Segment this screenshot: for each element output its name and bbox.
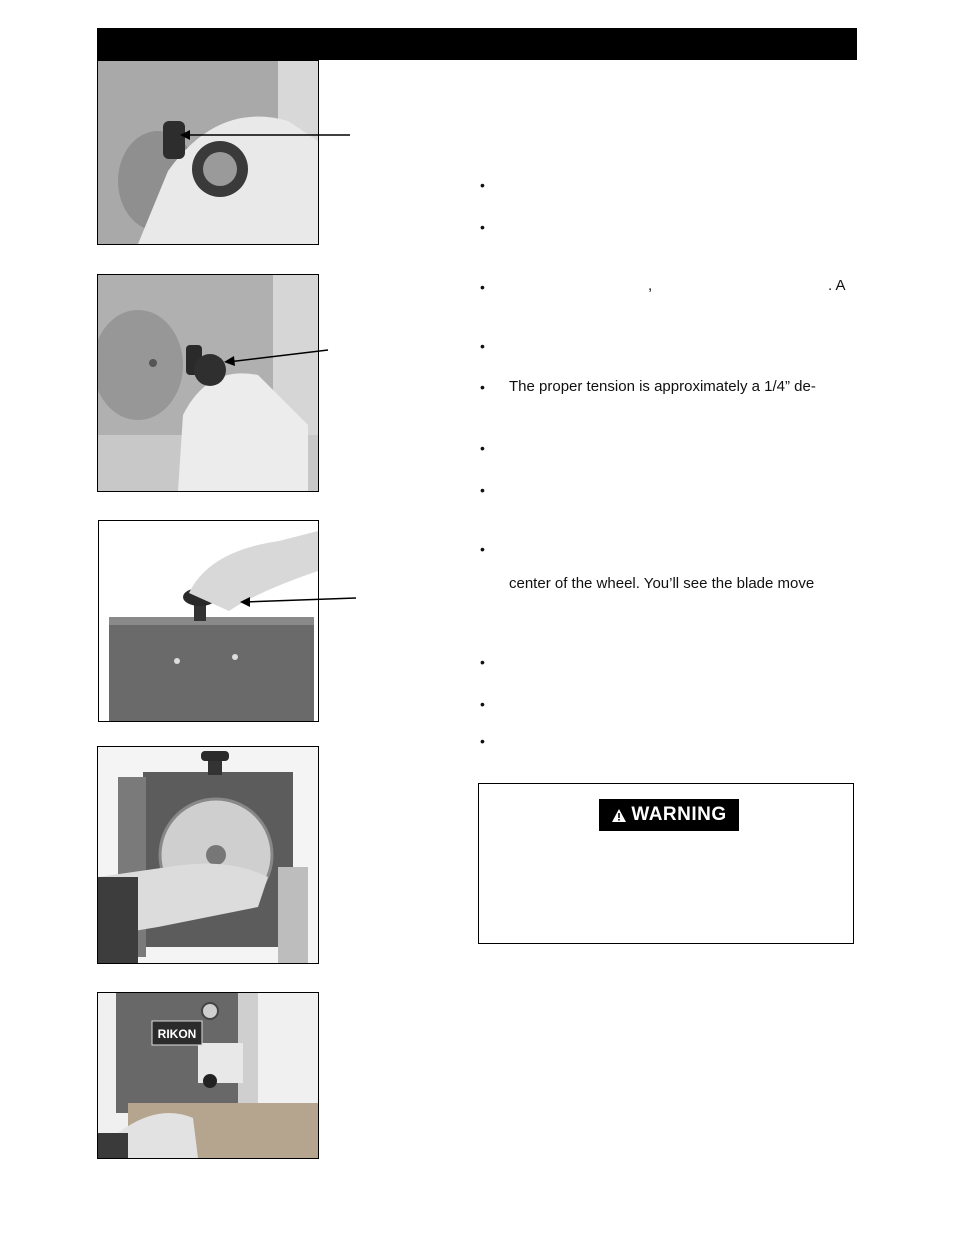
- bullet-6: •: [480, 440, 485, 456]
- photo-upper-wheel: [97, 746, 319, 964]
- bullet-1: •: [480, 177, 485, 193]
- bullet-9: •: [480, 654, 485, 670]
- bullet-5: •: [480, 379, 485, 395]
- photo-2-image: [98, 275, 318, 491]
- photo-rikon-saw: [97, 992, 319, 1159]
- bullet-2: •: [480, 219, 485, 235]
- rikon-logo: RIKON: [157, 1027, 197, 1041]
- warning-label-text: WARNING: [631, 804, 727, 825]
- text-comma: ,: [648, 277, 653, 294]
- arrow-pointer-3: [238, 592, 360, 608]
- text-tension-line: The proper tension is approximately a 1/4” de-: [509, 378, 816, 395]
- bullet-3: •: [480, 279, 485, 295]
- photo-side-knob: [97, 274, 319, 492]
- bullet-7: •: [480, 482, 485, 498]
- bullet-11: •: [480, 733, 485, 749]
- bullet-4: •: [480, 338, 485, 354]
- warning-box: [478, 783, 854, 944]
- arrow-pointer-2: [222, 344, 332, 370]
- text-a-fragment: . A: [828, 277, 846, 294]
- photo-4-image: [98, 747, 318, 963]
- photo-tension-knob-hand: [97, 60, 319, 245]
- photo-3-image: [99, 521, 318, 721]
- warning-label: [599, 799, 739, 831]
- arrow-pointer-1: [178, 128, 358, 144]
- warning-triangle-icon: [611, 808, 627, 823]
- section-header-bar: [97, 28, 857, 60]
- photo-top-knob: [98, 520, 319, 722]
- photo-1-image: [98, 61, 318, 244]
- bullet-8: •: [480, 541, 485, 557]
- text-wheel-line: center of the wheel. You’ll see the blade move: [509, 575, 815, 592]
- bullet-10: •: [480, 696, 485, 712]
- photo-5-image: [98, 993, 318, 1158]
